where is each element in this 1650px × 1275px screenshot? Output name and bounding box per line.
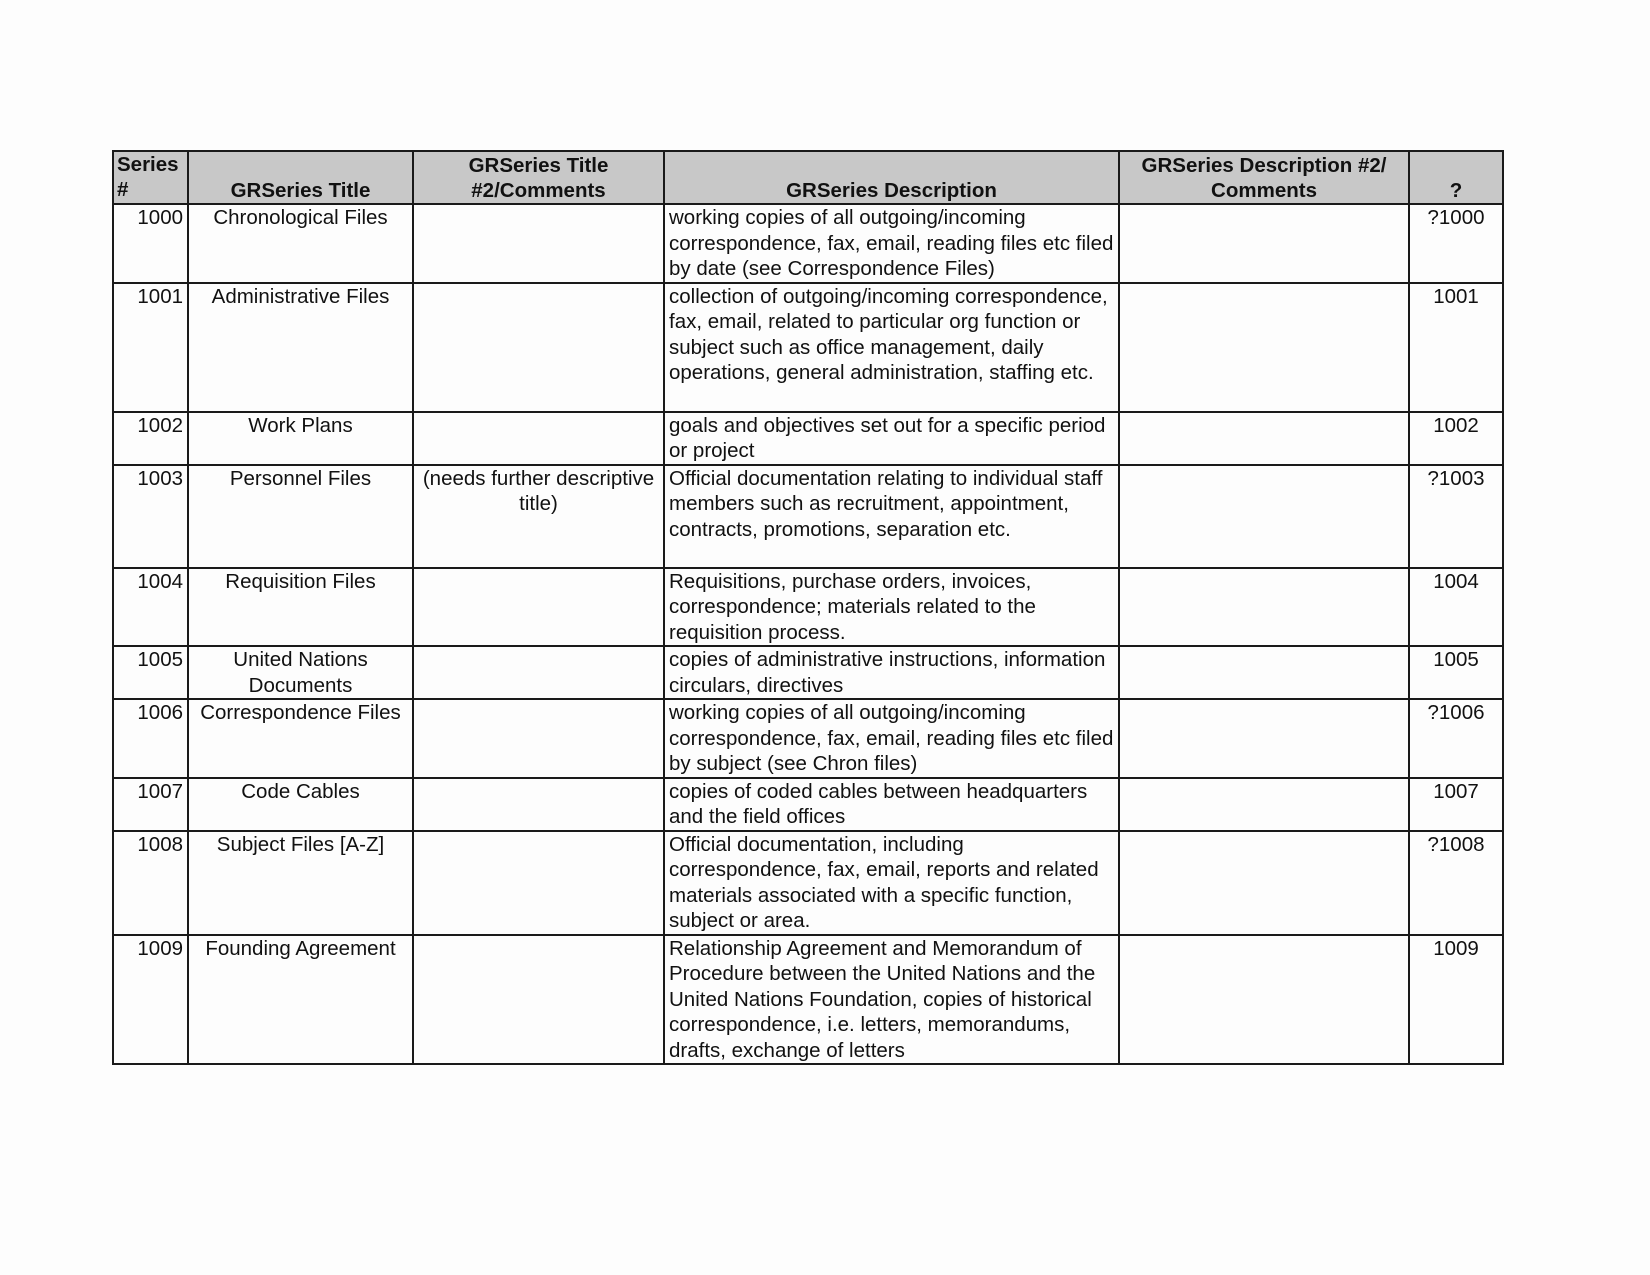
series-title-cell: Founding Agreement [188, 935, 413, 1065]
question-cell: 1005 [1409, 646, 1503, 699]
series-number-cell: 1006 [113, 699, 188, 778]
series-description-2-cell [1119, 699, 1409, 778]
series-number-cell: 1001 [113, 283, 188, 412]
question-cell: 1009 [1409, 935, 1503, 1065]
series-number-cell: 1000 [113, 204, 188, 283]
series-description-cell: working copies of all outgoing/incoming correspondence, fax, email, reading files etc filed by subject (see Chron files) [664, 699, 1119, 778]
series-number-cell: 1009 [113, 935, 188, 1065]
header-series-number: Series # [113, 151, 188, 204]
series-title-2-cell [413, 568, 664, 647]
question-cell: 1007 [1409, 778, 1503, 831]
question-cell: ?1003 [1409, 465, 1503, 568]
series-number-cell: 1004 [113, 568, 188, 647]
table-row [113, 204, 1503, 283]
records-series-table [112, 150, 1504, 1065]
table-row [113, 465, 1503, 568]
series-description-cell: Official documentation relating to individual staff members such as recruitment, appointment, contracts, promotions, separation etc. [664, 465, 1119, 568]
series-title-cell: Subject Files [A-Z] [188, 831, 413, 935]
series-title-2-cell [413, 412, 664, 465]
series-description-cell: goals and objectives set out for a specific period or project [664, 412, 1119, 465]
series-title-2-cell [413, 283, 664, 412]
series-title-2-cell [413, 646, 664, 699]
series-description-2-cell [1119, 646, 1409, 699]
question-cell: ?1000 [1409, 204, 1503, 283]
series-title-cell: Code Cables [188, 778, 413, 831]
header-series-description-2: GRSeries Description #2/ Comments [1119, 151, 1409, 204]
header-question: ? [1409, 151, 1503, 204]
series-number-cell: 1003 [113, 465, 188, 568]
question-cell: ?1006 [1409, 699, 1503, 778]
series-title-cell: Work Plans [188, 412, 413, 465]
series-description-cell: Relationship Agreement and Memorandum of Procedure between the United Nations and the United Nations Foundation, copies of historical correspondence, i.e. letters, memorandums, drafts, exchange of letters [664, 935, 1119, 1065]
series-number-cell: 1008 [113, 831, 188, 935]
series-description-cell: collection of outgoing/incoming correspondence, fax, email, related to particular org function or subject such as office management, daily operations, general administration, staffing etc. [664, 283, 1119, 412]
series-number-cell: 1005 [113, 646, 188, 699]
series-title-cell: Personnel Files [188, 465, 413, 568]
series-number-cell: 1002 [113, 412, 188, 465]
question-cell: 1001 [1409, 283, 1503, 412]
question-cell: 1002 [1409, 412, 1503, 465]
series-description-2-cell [1119, 831, 1409, 935]
series-description-cell: copies of coded cables between headquarters and the field offices [664, 778, 1119, 831]
series-title-cell: Administrative Files [188, 283, 413, 412]
series-description-cell: copies of administrative instructions, information circulars, directives [664, 646, 1119, 699]
table-row [113, 935, 1503, 1065]
question-cell: ?1008 [1409, 831, 1503, 935]
series-description-2-cell [1119, 465, 1409, 568]
series-title-cell: United Nations Documents [188, 646, 413, 699]
header-row [113, 151, 1503, 204]
header-series-title-2: GRSeries Title #2/Comments [413, 151, 664, 204]
table-row [113, 699, 1503, 778]
series-title-2-cell [413, 831, 664, 935]
header-series-description: GRSeries Description [664, 151, 1119, 204]
series-description-2-cell [1119, 935, 1409, 1065]
table-row [113, 831, 1503, 935]
series-description-2-cell [1119, 412, 1409, 465]
header-series-title: GRSeries Title [188, 151, 413, 204]
series-title-2-cell [413, 778, 664, 831]
series-description-2-cell [1119, 204, 1409, 283]
table-row [113, 646, 1503, 699]
series-description-cell: Official documentation, including correspondence, fax, email, reports and related materials associated with a specific function, subject or area. [664, 831, 1119, 935]
question-cell: 1004 [1409, 568, 1503, 647]
series-title-cell: Correspondence Files [188, 699, 413, 778]
series-title-cell: Requisition Files [188, 568, 413, 647]
series-description-cell: Requisitions, purchase orders, invoices, correspondence; materials related to the requisition process. [664, 568, 1119, 647]
series-title-cell: Chronological Files [188, 204, 413, 283]
series-description-2-cell [1119, 568, 1409, 647]
series-title-2-cell [413, 204, 664, 283]
series-description-cell: working copies of all outgoing/incoming correspondence, fax, email, reading files etc filed by date (see Correspondence Files) [664, 204, 1119, 283]
series-title-2-cell [413, 935, 664, 1065]
series-number-cell: 1007 [113, 778, 188, 831]
table-row [113, 778, 1503, 831]
table-row [113, 283, 1503, 412]
series-description-2-cell [1119, 778, 1409, 831]
series-description-2-cell [1119, 283, 1409, 412]
series-title-2-cell [413, 699, 664, 778]
series-title-2-cell: (needs further descriptive title) [413, 465, 664, 568]
table-row [113, 568, 1503, 647]
table-row [113, 412, 1503, 465]
